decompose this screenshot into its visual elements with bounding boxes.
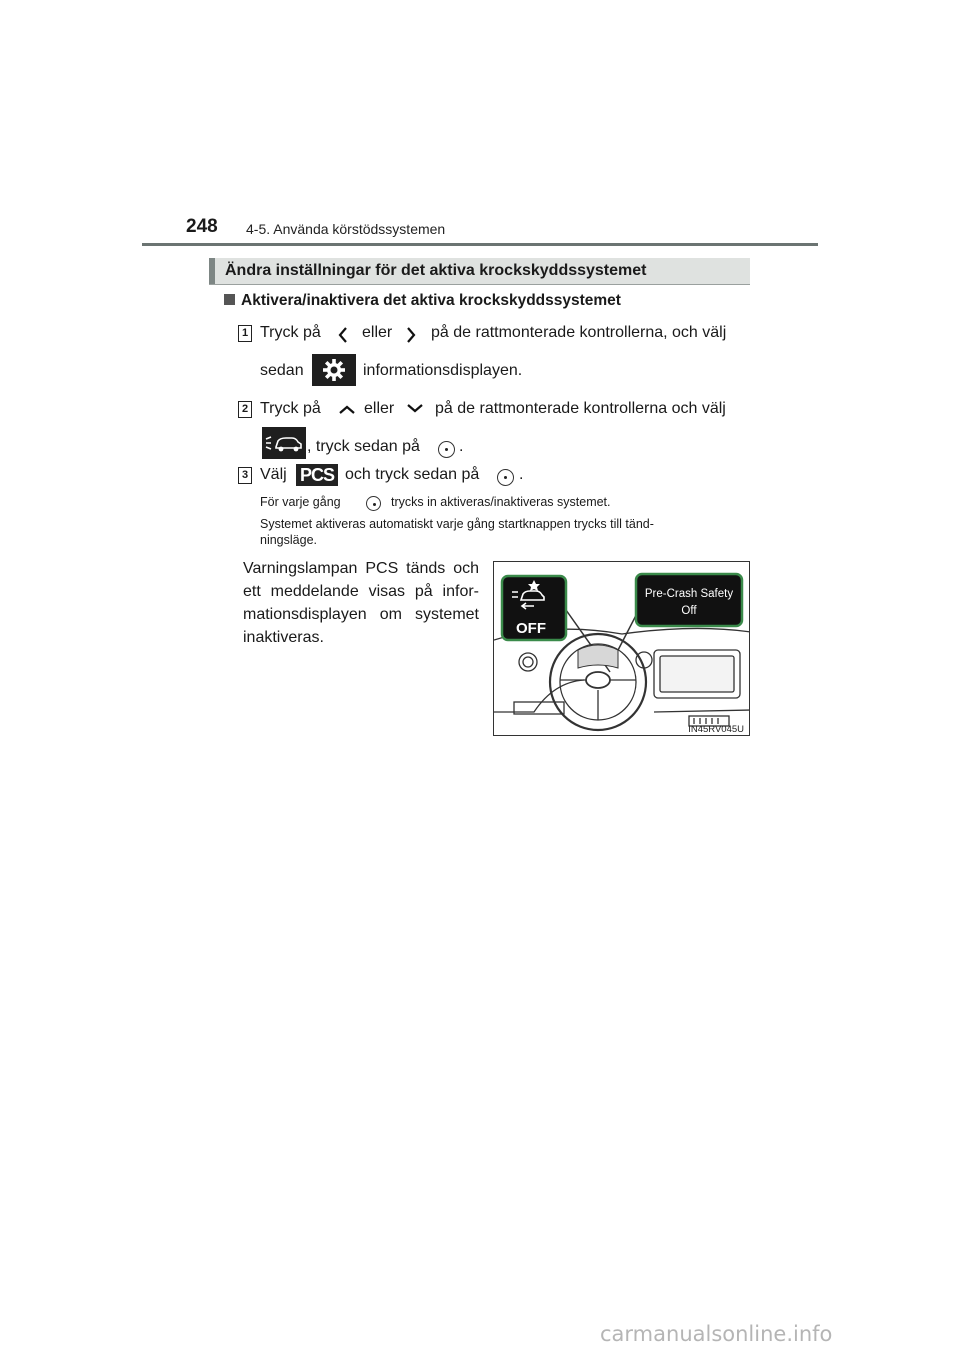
watermark: carmanualsonline.info	[600, 1322, 833, 1346]
step2-text-c: på de rattmonterade kontrollerna och välj	[435, 400, 726, 417]
step1-text-d: sedan	[260, 362, 304, 379]
description-paragraph	[243, 557, 479, 649]
section-heading	[209, 258, 750, 285]
step2-text-b: eller	[364, 400, 395, 417]
step1-text-b: eller	[362, 324, 393, 341]
section-heading-bar	[209, 258, 215, 284]
square-bullet-icon	[224, 294, 235, 305]
step-number-3: 3	[238, 467, 252, 484]
step-number-2: 2	[238, 401, 252, 418]
figure-id: IN45RV045U	[688, 724, 744, 735]
indicator-off-text: OFF	[516, 620, 546, 637]
ok-button-icon	[366, 496, 381, 511]
chevron-down-icon	[406, 402, 424, 416]
dashboard-figure	[493, 561, 750, 736]
display-message-line1: Pre-Crash Safety	[644, 588, 734, 600]
header-divider	[142, 243, 818, 246]
dashboard-illustration	[494, 562, 750, 736]
note2-line2: ningsläge.	[260, 533, 317, 547]
pcs-car-icon	[262, 427, 306, 459]
step-number-1: 1	[238, 325, 252, 342]
note2-line1: Systemet aktiveras automatiskt varje gång startknappen trycks till tänd-	[260, 517, 654, 531]
note1-text-b: trycks in aktiveras/inaktiveras systemet.	[391, 495, 611, 509]
subsection-heading	[224, 292, 621, 310]
chevron-right-icon	[404, 326, 418, 344]
section-heading-text: Ändra inställningar för det aktiva krockskyddssystemet	[225, 262, 647, 279]
step1-text-c: på de rattmonterade kontrollerna, och välj	[431, 324, 727, 341]
chevron-left-icon	[336, 326, 350, 344]
note1-text-a: För varje gång	[260, 495, 341, 509]
pcs-label-icon: PCS	[296, 464, 338, 486]
paragraph-line: mationsdisplayen om systemet	[243, 606, 479, 623]
ok-button-icon	[497, 469, 514, 486]
step3-text-a: Välj	[260, 466, 287, 483]
step3-text-c: .	[519, 466, 524, 483]
display-message-line2: Off	[681, 605, 697, 617]
ok-button-icon	[438, 441, 455, 458]
step2-text-d: , tryck sedan på	[307, 438, 420, 455]
step3-text-b: och tryck sedan på	[345, 466, 480, 483]
paragraph-line: inaktiveras.	[243, 629, 324, 646]
page-number: 248	[186, 216, 218, 237]
step1-text-e: informationsdisplayen.	[363, 362, 523, 379]
paragraph-line: ett meddelande visas på infor-	[243, 583, 479, 600]
step1-text-a: Tryck på	[260, 324, 321, 341]
chevron-up-icon	[338, 402, 356, 416]
gear-icon	[312, 354, 356, 386]
step2-text-a: Tryck på	[260, 400, 321, 417]
subsection-heading-text: Aktivera/inaktivera det aktiva krockskyddssystemet	[241, 292, 621, 309]
paragraph-line: Varningslampan PCS tänds och	[243, 560, 479, 577]
chapter-title: 4-5. Använda körstödssystemen	[246, 221, 446, 237]
step2-text-e: .	[459, 438, 464, 455]
